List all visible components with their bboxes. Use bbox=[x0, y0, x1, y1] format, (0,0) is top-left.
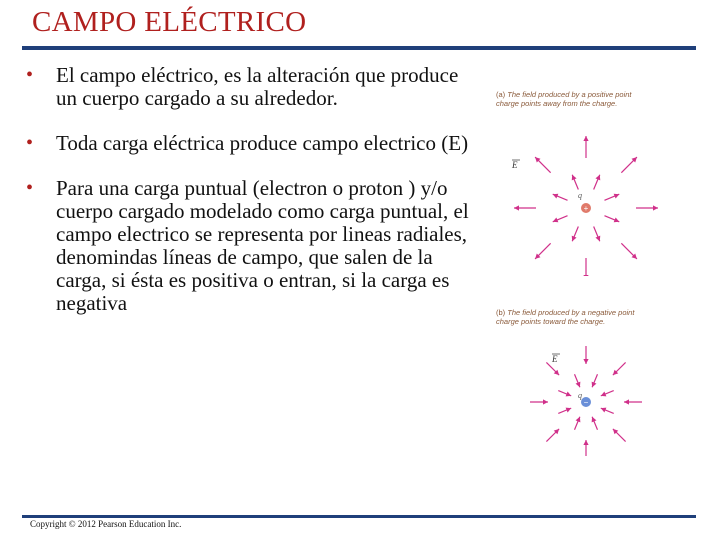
vector-label-a: E bbox=[512, 160, 518, 170]
bullet-text: Para una carga puntual (electron o proton ) y/o cuerpo cargado modelado como carga puntual, el campo electrico se representa por lineas radiales, denomindas líneas de campo, que salen de la carga, si ésta es positiva o entran, si la carga es negativa bbox=[56, 176, 469, 315]
charge-sign-b: − bbox=[583, 398, 589, 407]
charge-label-b: q bbox=[578, 391, 582, 400]
charge-label-a: q bbox=[578, 191, 582, 200]
caption-a bbox=[496, 90, 646, 108]
field-arrowhead bbox=[543, 399, 548, 404]
bullet-dot: • bbox=[26, 132, 34, 154]
field-arrowhead bbox=[583, 136, 588, 141]
caption-b-text: The field produced by a negative point charge points toward the charge. bbox=[496, 308, 635, 326]
title-rule bbox=[22, 46, 696, 50]
field-arrowhead bbox=[653, 205, 658, 210]
field-arrowhead bbox=[583, 275, 588, 276]
copyright-notice: Copyright © 2012 Pearson Education Inc. bbox=[30, 519, 182, 529]
bullet-text: El campo eléctrico, es la alteración que produce un cuerpo cargado a su alrededor. bbox=[56, 63, 459, 110]
negative-field-diagram bbox=[494, 326, 694, 456]
bullet-item bbox=[24, 132, 474, 155]
field-arrowhead bbox=[624, 399, 629, 404]
caption-b-tag: (b) bbox=[496, 308, 506, 317]
footer-rule bbox=[22, 515, 696, 518]
caption-b bbox=[496, 308, 646, 326]
bullet-item bbox=[24, 64, 474, 110]
positive-field-diagram bbox=[494, 116, 694, 276]
bullet-text: Toda carga eléctrica produce campo electrico (E) bbox=[56, 131, 469, 155]
vector-label-b: E bbox=[552, 354, 558, 364]
field-arrowhead bbox=[583, 440, 588, 445]
charge-sign-a: + bbox=[583, 204, 589, 213]
bullet-list bbox=[24, 64, 474, 337]
caption-a-tag: (a) bbox=[496, 90, 506, 99]
slide-title: CAMPO ELÉCTRICO bbox=[32, 6, 307, 38]
bullet-dot: • bbox=[26, 64, 34, 86]
field-arrowhead bbox=[583, 359, 588, 364]
bullet-item bbox=[24, 177, 474, 315]
field-figure bbox=[494, 86, 694, 444]
bullet-dot: • bbox=[26, 177, 34, 199]
field-arrowhead bbox=[514, 205, 519, 210]
caption-a-text: The field produced by a positive point charge points away from the charge. bbox=[496, 90, 632, 108]
